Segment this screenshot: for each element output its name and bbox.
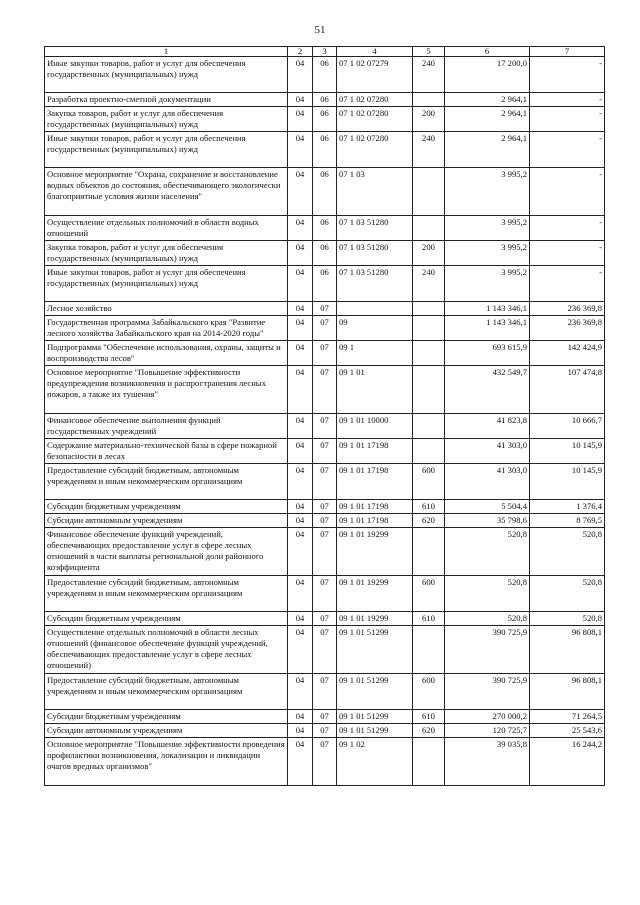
target-article-code: 09 1 01 19299	[337, 576, 413, 612]
section-code: 04	[288, 612, 313, 626]
expense-type-code	[413, 341, 445, 366]
amount-col6: 3 995,2	[445, 216, 530, 241]
amount-col6: 1 143 346,1	[445, 302, 530, 316]
expense-type-code: 610	[413, 710, 445, 724]
table-row	[45, 341, 605, 366]
amount-col7: 236 369,8	[530, 302, 605, 316]
row-name: Субсидии автономным учреждениям	[45, 724, 288, 738]
amount-col6: 520,8	[445, 576, 530, 612]
subsection-code: 06	[313, 266, 337, 302]
row-name: Основное мероприятие "Повышение эффективности проведения профилактики возникновения, локализации и ликвидации очагов вредных организмов"	[45, 738, 288, 786]
row-name: Лесное хозяйство	[45, 302, 288, 316]
section-code: 04	[288, 724, 313, 738]
section-code: 04	[288, 576, 313, 612]
target-article-code: 07 1 02 07280	[337, 93, 413, 107]
amount-col7: -	[530, 57, 605, 93]
expense-type-code	[413, 93, 445, 107]
target-article-code: 09 1 01 51299	[337, 710, 413, 724]
amount-col7: 16 244,2	[530, 738, 605, 786]
amount-col6: 41 303,0	[445, 464, 530, 500]
table-row	[45, 241, 605, 266]
expense-type-code	[413, 439, 445, 464]
expense-type-code	[413, 738, 445, 786]
table-row	[45, 626, 605, 674]
expense-type-code: 620	[413, 514, 445, 528]
subsection-code: 07	[313, 439, 337, 464]
table-row	[45, 738, 605, 786]
subsection-code: 07	[313, 414, 337, 439]
column-header: 3	[313, 47, 337, 57]
amount-col6: 120 725,7	[445, 724, 530, 738]
table-row	[45, 57, 605, 93]
table-row	[45, 612, 605, 626]
expense-type-code	[413, 302, 445, 316]
amount-col7: 10 666,7	[530, 414, 605, 439]
table-row	[45, 464, 605, 500]
amount-col6: 270 000,2	[445, 710, 530, 724]
expense-type-code	[413, 414, 445, 439]
target-article-code: 09 1 01	[337, 366, 413, 414]
section-code: 04	[288, 500, 313, 514]
amount-col7: 96 808,1	[530, 674, 605, 710]
amount-col6: 520,8	[445, 612, 530, 626]
amount-col6: 2 964,1	[445, 132, 530, 168]
table-row	[45, 216, 605, 241]
subsection-code: 07	[313, 500, 337, 514]
subsection-code: 07	[313, 576, 337, 612]
target-article-code: 07 1 02 07279	[337, 57, 413, 93]
target-article-code: 09	[337, 316, 413, 341]
target-article-code: 09 1 01 10000	[337, 414, 413, 439]
expense-type-code: 610	[413, 612, 445, 626]
section-code: 04	[288, 168, 313, 216]
budget-table	[44, 46, 605, 786]
subsection-code: 07	[313, 528, 337, 576]
target-article-code: 09 1 01 17198	[337, 464, 413, 500]
expense-type-code	[413, 316, 445, 341]
row-name: Иные закупки товаров, работ и услуг для обеспечения государственных (муниципальных) нужд	[45, 57, 288, 93]
amount-col7: 236 369,8	[530, 316, 605, 341]
amount-col7: -	[530, 266, 605, 302]
subsection-code: 06	[313, 57, 337, 93]
column-header: 5	[413, 47, 445, 57]
expense-type-code: 600	[413, 464, 445, 500]
section-code: 04	[288, 93, 313, 107]
row-name: Основное мероприятие "Охрана, сохранение и восстановление водных объектов до состояния, обеспечивающего экологически благоприятные условия жизни населения"	[45, 168, 288, 216]
section-code: 04	[288, 302, 313, 316]
amount-col6: 432 549,7	[445, 366, 530, 414]
target-article-code: 09 1 01 17198	[337, 439, 413, 464]
amount-col6: 3 995,2	[445, 266, 530, 302]
table-row	[45, 724, 605, 738]
column-header: 2	[288, 47, 313, 57]
amount-col7: -	[530, 132, 605, 168]
section-code: 04	[288, 738, 313, 786]
row-name: Субсидии бюджетным учреждениям	[45, 710, 288, 724]
page-number: 51	[314, 24, 326, 36]
amount-col7: 520,8	[530, 576, 605, 612]
expense-type-code	[413, 366, 445, 414]
amount-col7: 71 264,5	[530, 710, 605, 724]
table-row	[45, 674, 605, 710]
table-row	[45, 414, 605, 439]
expense-type-code: 600	[413, 674, 445, 710]
section-code: 04	[288, 366, 313, 414]
section-code: 04	[288, 132, 313, 168]
amount-col6: 3 995,2	[445, 241, 530, 266]
amount-col6: 520,8	[445, 528, 530, 576]
row-name: Предоставление субсидий бюджетным, автономным учреждениям и иным некоммерческим организациям	[45, 576, 288, 612]
amount-col7: 10 145,9	[530, 464, 605, 500]
expense-type-code: 200	[413, 107, 445, 132]
table-row	[45, 439, 605, 464]
column-header: 7	[530, 47, 605, 57]
subsection-code: 06	[313, 107, 337, 132]
expense-type-code: 620	[413, 724, 445, 738]
expense-type-code: 240	[413, 57, 445, 93]
expense-type-code: 240	[413, 132, 445, 168]
amount-col6: 17 200,0	[445, 57, 530, 93]
amount-col6: 693 615,9	[445, 341, 530, 366]
amount-col6: 390 725,9	[445, 674, 530, 710]
row-name: Субсидии автономным учреждениям	[45, 514, 288, 528]
target-article-code: 09 1 01 17198	[337, 514, 413, 528]
target-article-code: 07 1 03 51280	[337, 241, 413, 266]
section-code: 04	[288, 674, 313, 710]
section-code: 04	[288, 710, 313, 724]
amount-col7: 107 474,8	[530, 366, 605, 414]
subsection-code: 06	[313, 132, 337, 168]
expense-type-code	[413, 168, 445, 216]
table-row	[45, 168, 605, 216]
subsection-code: 07	[313, 626, 337, 674]
subsection-code: 07	[313, 464, 337, 500]
target-article-code: 07 1 03 51280	[337, 266, 413, 302]
section-code: 04	[288, 341, 313, 366]
amount-col7: -	[530, 107, 605, 132]
target-article-code: 09 1	[337, 341, 413, 366]
amount-col6: 35 798,6	[445, 514, 530, 528]
amount-col6: 5 504,4	[445, 500, 530, 514]
amount-col6: 390 725,9	[445, 626, 530, 674]
amount-col6: 41 303,0	[445, 439, 530, 464]
expense-type-code: 200	[413, 241, 445, 266]
subsection-code: 06	[313, 216, 337, 241]
subsection-code: 07	[313, 724, 337, 738]
row-name: Субсидии бюджетным учреждениям	[45, 500, 288, 514]
table-row	[45, 366, 605, 414]
table-row	[45, 514, 605, 528]
subsection-code: 06	[313, 168, 337, 216]
target-article-code: 09 1 02	[337, 738, 413, 786]
target-article-code: 07 1 02 07280	[337, 132, 413, 168]
amount-col7: 25 543,6	[530, 724, 605, 738]
table-row	[45, 500, 605, 514]
target-article-code: 09 1 01 19299	[337, 528, 413, 576]
row-name: Предоставление субсидий бюджетным, автономным учреждениям и иным некоммерческим организациям	[45, 674, 288, 710]
row-name: Основное мероприятие "Повышение эффективности предупреждения возникновения и распространения лесных пожаров, а также их тушения"	[45, 366, 288, 414]
expense-type-code	[413, 528, 445, 576]
section-code: 04	[288, 626, 313, 674]
target-article-code: 09 1 01 51299	[337, 724, 413, 738]
amount-col7: -	[530, 241, 605, 266]
row-name: Иные закупки товаров, работ и услуг для обеспечения государственных (муниципальных) нужд	[45, 132, 288, 168]
target-article-code: 09 1 01 19299	[337, 612, 413, 626]
subsection-code: 07	[313, 710, 337, 724]
target-article-code: 09 1 01 51299	[337, 626, 413, 674]
target-article-code: 09 1 01 51299	[337, 674, 413, 710]
section-code: 04	[288, 414, 313, 439]
subsection-code: 07	[313, 612, 337, 626]
row-name: Осуществление отдельных полномочий в области водных отношений	[45, 216, 288, 241]
amount-col7: -	[530, 168, 605, 216]
amount-col7: 10 145,9	[530, 439, 605, 464]
table-row	[45, 528, 605, 576]
subsection-code: 06	[313, 241, 337, 266]
target-article-code: 07 1 03 51280	[337, 216, 413, 241]
table-row	[45, 93, 605, 107]
subsection-code: 06	[313, 93, 337, 107]
row-name: Финансовое обеспечение функций учреждений, обеспечивающих предоставление услуг в сфере лесных отношений в части выплаты региональной доли районного коэффициента	[45, 528, 288, 576]
section-code: 04	[288, 316, 313, 341]
amount-col6: 2 964,1	[445, 93, 530, 107]
subsection-code: 07	[313, 514, 337, 528]
section-code: 04	[288, 107, 313, 132]
row-name: Финансовое обеспечение выполнения функций государственных учреждений	[45, 414, 288, 439]
expense-type-code: 610	[413, 500, 445, 514]
subsection-code: 07	[313, 316, 337, 341]
section-code: 04	[288, 464, 313, 500]
row-name: Субсидии бюджетным учреждениям	[45, 612, 288, 626]
section-code: 04	[288, 439, 313, 464]
row-name: Государственная программа Забайкальского края "Развитие лесного хозяйства Забайкальского края на 2014-2020 годы"	[45, 316, 288, 341]
target-article-code: 07 1 02 07280	[337, 107, 413, 132]
subsection-code: 07	[313, 674, 337, 710]
table-row	[45, 316, 605, 341]
row-name: Предоставление субсидий бюджетным, автономным учреждениям и иным некоммерческим организациям	[45, 464, 288, 500]
amount-col6: 2 964,1	[445, 107, 530, 132]
row-name: Осуществление отдельных полномочий в области лесных отношений (финансовое обеспечение функций учреждений, обеспечивающих предоставление услуг в сфере лесных отношений)	[45, 626, 288, 674]
section-code: 04	[288, 241, 313, 266]
section-code: 04	[288, 266, 313, 302]
target-article-code: 09 1 01 17198	[337, 500, 413, 514]
column-header: 6	[445, 47, 530, 57]
amount-col7: 8 769,5	[530, 514, 605, 528]
amount-col7: 96 808,1	[530, 626, 605, 674]
table-row	[45, 266, 605, 302]
row-name: Подпрограмма "Обеспечение использования, охраны, защиты и воспроизводства лесов"	[45, 341, 288, 366]
subsection-code: 07	[313, 341, 337, 366]
target-article-code	[337, 302, 413, 316]
target-article-code: 07 1 03	[337, 168, 413, 216]
table-row	[45, 302, 605, 316]
amount-col7: 1 376,4	[530, 500, 605, 514]
column-header: 4	[337, 47, 413, 57]
table-row	[45, 107, 605, 132]
subsection-code: 07	[313, 366, 337, 414]
row-name: Закупка товаров, работ и услуг для обеспечения государственных (муниципальных) нужд	[45, 107, 288, 132]
amount-col7: 520,8	[530, 528, 605, 576]
table-row	[45, 710, 605, 724]
amount-col7: 142 424,9	[530, 341, 605, 366]
section-code: 04	[288, 528, 313, 576]
amount-col7: -	[530, 93, 605, 107]
column-number-row	[45, 47, 605, 57]
row-name: Содержание материально-технической базы в сфере пожарной безопасности в лесах	[45, 439, 288, 464]
section-code: 04	[288, 514, 313, 528]
column-header: 1	[45, 47, 288, 57]
amount-col6: 3 995,2	[445, 168, 530, 216]
amount-col6: 1 143 346,1	[445, 316, 530, 341]
subsection-code: 07	[313, 738, 337, 786]
table-row	[45, 576, 605, 612]
amount-col7: 520,8	[530, 612, 605, 626]
expense-type-code: 600	[413, 576, 445, 612]
section-code: 04	[288, 216, 313, 241]
row-name: Закупка товаров, работ и услуг для обеспечения государственных (муниципальных) нужд	[45, 241, 288, 266]
table-row	[45, 132, 605, 168]
subsection-code: 07	[313, 302, 337, 316]
expense-type-code: 240	[413, 266, 445, 302]
amount-col6: 41 823,8	[445, 414, 530, 439]
expense-type-code	[413, 216, 445, 241]
section-code: 04	[288, 57, 313, 93]
row-name: Иные закупки товаров, работ и услуг для обеспечения государственных (муниципальных) нужд	[45, 266, 288, 302]
amount-col7: -	[530, 216, 605, 241]
expense-type-code	[413, 626, 445, 674]
amount-col6: 39 035,8	[445, 738, 530, 786]
row-name: Разработка проектно-сметной документации	[45, 93, 288, 107]
